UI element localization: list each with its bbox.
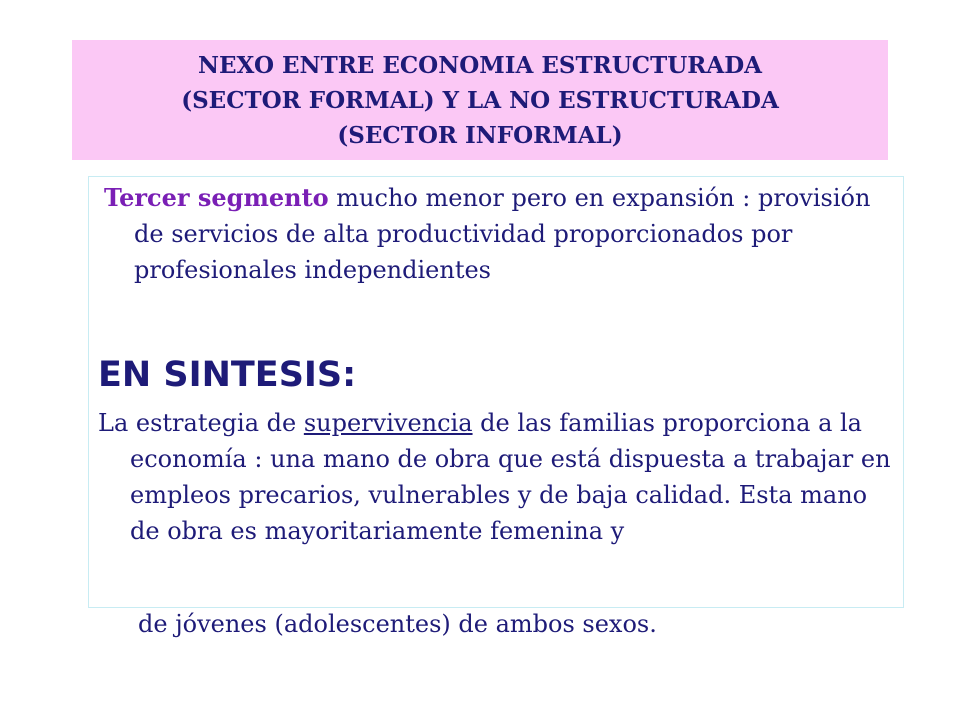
segment-lead: Tercer segmento bbox=[104, 183, 329, 212]
summary-paragraph bbox=[98, 405, 898, 549]
summary-text-after: de las familias proporciona a la economía : una mano de obra que está dispuesta a trabajar en empleos precarios, vulnerables y de baja calidad. Esta mano de obra es mayoritariamente femenina y bbox=[130, 409, 891, 545]
segment-text: mucho menor pero en expansión : provisión de servicios de alta productividad proporcionados por profesionales independientes bbox=[134, 184, 871, 284]
summary-heading: EN SINTESIS: bbox=[98, 355, 357, 395]
slide-title-line-1: NEXO ENTRE ECONOMIA ESTRUCTURADA bbox=[197, 51, 763, 79]
segment-paragraph bbox=[104, 180, 894, 288]
slide-title-line-2: (SECTOR FORMAL) Y LA NO ESTRUCTURADA bbox=[181, 86, 779, 114]
slide-title-line-3: (SECTOR INFORMAL) bbox=[337, 121, 623, 149]
summary-underlined-word: supervivencia bbox=[303, 409, 473, 437]
summary-last-line: de jóvenes (adolescentes) de ambos sexos. bbox=[138, 610, 657, 638]
slide-title-banner bbox=[72, 40, 888, 160]
summary-text-before: La estrategia de bbox=[98, 409, 304, 437]
